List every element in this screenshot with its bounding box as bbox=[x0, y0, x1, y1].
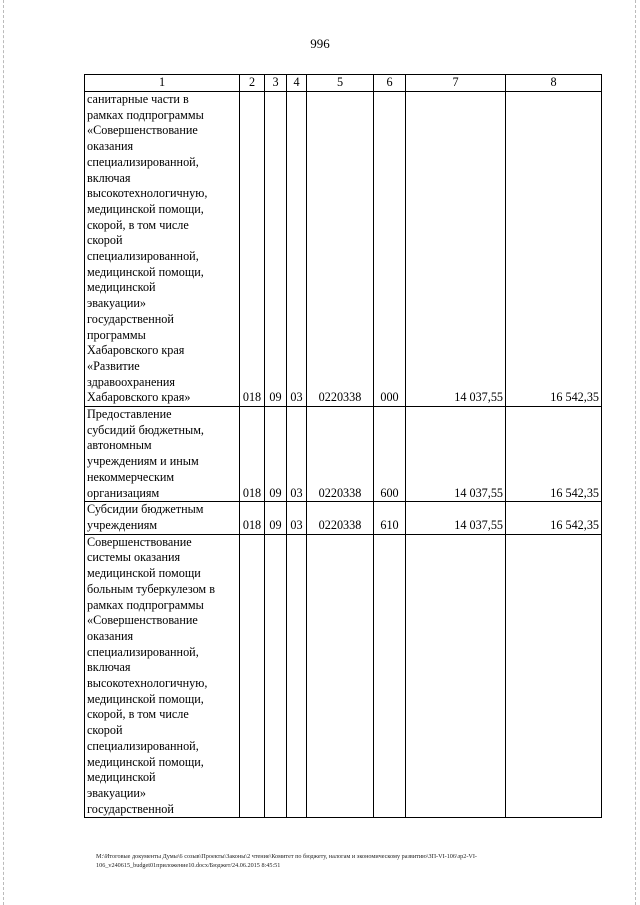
description-line: высокотехнологичную, bbox=[87, 186, 208, 201]
description-line: государственной bbox=[87, 311, 174, 326]
header-row bbox=[85, 75, 602, 92]
description-line: специализированной, bbox=[87, 249, 199, 264]
description-line: специализированной, bbox=[87, 738, 199, 753]
table-row bbox=[85, 502, 602, 534]
footer-line: 106_v240615_budget01приложение10.docx/Бюджет/24.06.2015 8:45:51 bbox=[96, 862, 281, 869]
description-line: учреждениям и иным bbox=[87, 454, 199, 469]
description-line: высокотехнологичную, bbox=[87, 676, 208, 691]
description-line: медицинской bbox=[87, 770, 156, 785]
section-cell: 09 bbox=[265, 502, 287, 534]
target-article-cell bbox=[307, 534, 374, 818]
description-line: медицинской помощи, bbox=[87, 264, 204, 279]
amount-2017-cell bbox=[506, 534, 602, 818]
header-cell: 4 bbox=[287, 75, 307, 92]
description-line: Совершенствование bbox=[87, 534, 192, 549]
description-line: «Совершенствование bbox=[87, 613, 198, 628]
description-line: медицинской помощи, bbox=[87, 754, 204, 769]
description-line: рамках подпрограммы bbox=[87, 597, 204, 612]
description-line: медицинской bbox=[87, 280, 156, 295]
description-line: эвакуации» bbox=[87, 296, 146, 311]
gr-code-cell: 018 bbox=[240, 502, 265, 534]
section-cell: 09 bbox=[265, 92, 287, 407]
description-line: медицинской помощи, bbox=[87, 691, 204, 706]
description-line: специализированной, bbox=[87, 154, 199, 169]
description-line: специализированной, bbox=[87, 644, 199, 659]
description-line: государственной bbox=[87, 801, 174, 816]
gr-code-cell: 018 bbox=[240, 92, 265, 407]
target-article-cell: 0220338 bbox=[307, 92, 374, 407]
amount-2016-cell: 14 037,55 bbox=[406, 502, 506, 534]
page-number: 996 bbox=[310, 36, 330, 51]
file-path-footer bbox=[96, 852, 606, 870]
description-cell bbox=[85, 534, 240, 818]
amount-2017-cell: 16 542,35 bbox=[506, 502, 602, 534]
amount-2016-cell: 14 037,55 bbox=[406, 92, 506, 407]
description-line: программы bbox=[87, 327, 146, 342]
subsection-cell bbox=[287, 534, 307, 818]
header-cell: 1 bbox=[85, 75, 240, 92]
description-line: оказания bbox=[87, 139, 134, 154]
target-article-cell: 0220338 bbox=[307, 407, 374, 502]
description-line: оказания bbox=[87, 628, 134, 643]
description-line: «Совершенствование bbox=[87, 123, 198, 138]
budget-table bbox=[84, 74, 602, 818]
header-cell: 2 bbox=[240, 75, 265, 92]
description-line: скорой, в том числе bbox=[87, 217, 189, 232]
subsection-cell: 03 bbox=[287, 407, 307, 502]
description-line: системы оказания bbox=[87, 550, 181, 565]
description-cell bbox=[85, 92, 240, 407]
description-line: Предоставление bbox=[87, 407, 172, 422]
description-line: некоммерческим bbox=[87, 469, 175, 484]
expense-type-cell bbox=[374, 534, 406, 818]
table-body bbox=[85, 92, 602, 818]
description-line: учреждениям bbox=[87, 517, 158, 532]
description-line: больным туберкулезом в bbox=[87, 581, 215, 596]
amount-2016-cell: 14 037,55 bbox=[406, 407, 506, 502]
gr-code-cell: 018 bbox=[240, 407, 265, 502]
expense-type-cell: 610 bbox=[374, 502, 406, 534]
scan-edge-right bbox=[635, 0, 637, 905]
table-row bbox=[85, 534, 602, 818]
description-line: включая bbox=[87, 660, 131, 675]
expense-type-cell: 000 bbox=[374, 92, 406, 407]
expense-type-cell: 600 bbox=[374, 407, 406, 502]
description-cell bbox=[85, 407, 240, 502]
description-line: скорой bbox=[87, 233, 123, 248]
section-cell: 09 bbox=[265, 407, 287, 502]
section-cell bbox=[265, 534, 287, 818]
description-line: медицинской помощи, bbox=[87, 201, 204, 216]
description-line: рамках подпрограммы bbox=[87, 107, 204, 122]
description-line: Хабаровского края» bbox=[87, 390, 191, 405]
description-line: здравоохранения bbox=[87, 374, 176, 389]
footer-line: М:\Итоговые документы Думы\6 созыв\Проекты\Законы\2 чтение\Комитет по бюджету, налогам и экономическому развитию\ЗП-VI-106\зр2-VI- bbox=[96, 853, 477, 860]
table-row bbox=[85, 92, 602, 407]
header-cell: 3 bbox=[265, 75, 287, 92]
description-line: организациям bbox=[87, 485, 160, 500]
description-line: скорой bbox=[87, 723, 123, 738]
header-cell: 8 bbox=[506, 75, 602, 92]
description-line: Субсидии бюджетным bbox=[87, 502, 204, 517]
amount-2017-cell: 16 542,35 bbox=[506, 407, 602, 502]
description-line: субсидий бюджетным, bbox=[87, 422, 204, 437]
description-line: автономным bbox=[87, 438, 152, 453]
description-cell bbox=[85, 502, 240, 534]
scan-edge-left bbox=[3, 0, 5, 905]
description-line: санитарные части в bbox=[87, 92, 189, 106]
header-cell: 5 bbox=[307, 75, 374, 92]
description-line: эвакуации» bbox=[87, 785, 146, 800]
description-line: скорой, в том числе bbox=[87, 707, 189, 722]
table-row bbox=[85, 407, 602, 502]
amount-2016-cell bbox=[406, 534, 506, 818]
subsection-cell: 03 bbox=[287, 92, 307, 407]
description-line: включая bbox=[87, 170, 131, 185]
subsection-cell: 03 bbox=[287, 502, 307, 534]
description-line: «Развитие bbox=[87, 358, 140, 373]
amount-2017-cell: 16 542,35 bbox=[506, 92, 602, 407]
description-line: медицинской помощи bbox=[87, 566, 201, 581]
header-cell: 7 bbox=[406, 75, 506, 92]
target-article-cell: 0220338 bbox=[307, 502, 374, 534]
gr-code-cell bbox=[240, 534, 265, 818]
description-line: Хабаровского края bbox=[87, 343, 185, 358]
header-cell: 6 bbox=[374, 75, 406, 92]
